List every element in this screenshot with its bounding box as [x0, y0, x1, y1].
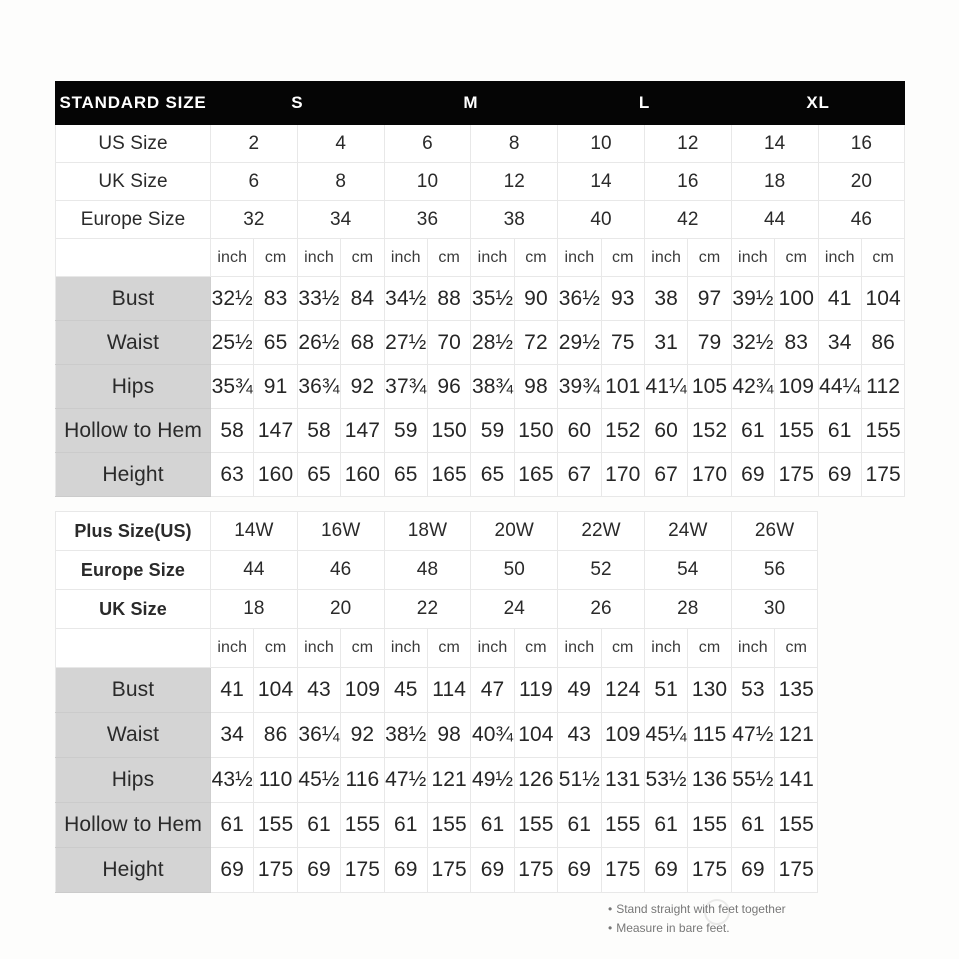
- unit-cell-8: cm: [514, 239, 557, 277]
- cell-plus-hips-3: 45½: [297, 758, 340, 803]
- cell-plus-waist-12: 115: [688, 713, 731, 758]
- cell-hips-8: 98: [514, 365, 557, 409]
- cell-plus-hollow-4: 155: [341, 803, 384, 848]
- table-row-plus-bust: [56, 668, 818, 713]
- unit-cell-6: cm: [427, 239, 470, 277]
- cell-europe-size-8: 46: [818, 201, 905, 239]
- cell-plus-hips-4: 116: [341, 758, 384, 803]
- plus-unit-cell-2: cm: [254, 629, 297, 668]
- cell-hips-16: 112: [861, 365, 904, 409]
- cell-plus-hollow-5: 61: [384, 803, 427, 848]
- cell-plus-hollow-8: 155: [514, 803, 557, 848]
- cell-hips-13: 42¾: [731, 365, 774, 409]
- table-row-plus-hollow-to-hem: [56, 803, 818, 848]
- cell-plus-hips-14: 141: [775, 758, 818, 803]
- cell-uk-size-1: 6: [211, 163, 298, 201]
- cell-bust-13: 39½: [731, 277, 774, 321]
- standard-table-body: [56, 82, 905, 497]
- note-stand-straight: • Stand straight with feet together: [608, 900, 786, 919]
- cell-bust-15: 41: [818, 277, 861, 321]
- cell-plus-size-6: 24W: [644, 512, 731, 551]
- cell-hollow-15: 61: [818, 409, 861, 453]
- cell-waist-9: 29½: [558, 321, 601, 365]
- cell-plus-height-8: 175: [514, 848, 557, 893]
- cell-hollow-3: 58: [297, 409, 340, 453]
- cell-hollow-16: 155: [861, 409, 904, 453]
- cell-plus-europe-1: 44: [211, 551, 298, 590]
- cell-plus-height-12: 175: [688, 848, 731, 893]
- cell-waist-7: 28½: [471, 321, 514, 365]
- cell-plus-size-3: 18W: [384, 512, 471, 551]
- cell-us-size-1: 2: [211, 125, 298, 163]
- cell-plus-europe-2: 46: [297, 551, 384, 590]
- cell-plus-uk-3: 22: [384, 590, 471, 629]
- table-row-plus-units: [56, 629, 818, 668]
- cell-plus-height-1: 69: [211, 848, 254, 893]
- standard-size-table: [55, 81, 905, 497]
- cell-hips-15: 44¼: [818, 365, 861, 409]
- cell-plus-waist-7: 40¾: [471, 713, 514, 758]
- cell-hollow-7: 59: [471, 409, 514, 453]
- cell-uk-size-8: 20: [818, 163, 905, 201]
- cell-europe-size-6: 42: [644, 201, 731, 239]
- table-row-waist: [56, 321, 905, 365]
- cell-height-1: 63: [211, 453, 254, 497]
- cell-plus-bust-6: 114: [427, 668, 470, 713]
- cell-height-2: 160: [254, 453, 297, 497]
- cell-hips-9: 39¾: [558, 365, 601, 409]
- unit-cell-12: cm: [688, 239, 731, 277]
- cell-height-13: 69: [731, 453, 774, 497]
- cell-plus-bust-14: 135: [775, 668, 818, 713]
- plus-unit-cell-14: cm: [775, 629, 818, 668]
- measurement-notes: [608, 900, 786, 937]
- cell-plus-uk-4: 24: [471, 590, 558, 629]
- cell-bust-14: 100: [775, 277, 818, 321]
- row-label-plus-hips: Hips: [56, 758, 211, 803]
- cell-hollow-12: 152: [688, 409, 731, 453]
- plus-unit-cell-10: cm: [601, 629, 644, 668]
- cell-plus-waist-13: 47½: [731, 713, 774, 758]
- cell-plus-waist-2: 86: [254, 713, 297, 758]
- cell-uk-size-7: 18: [731, 163, 818, 201]
- cell-plus-height-10: 175: [601, 848, 644, 893]
- cell-hollow-13: 61: [731, 409, 774, 453]
- cell-bust-5: 34½: [384, 277, 427, 321]
- table-row-europe-size: [56, 201, 905, 239]
- table-row-us-size: [56, 125, 905, 163]
- cell-europe-size-4: 38: [471, 201, 558, 239]
- cell-europe-size-5: 40: [558, 201, 645, 239]
- cell-plus-waist-5: 38½: [384, 713, 427, 758]
- cell-plus-bust-1: 41: [211, 668, 254, 713]
- unit-cell-16: cm: [861, 239, 904, 277]
- cell-bust-6: 88: [427, 277, 470, 321]
- cell-plus-waist-9: 43: [558, 713, 601, 758]
- unit-cell-13: inch: [731, 239, 774, 277]
- table-row-plus-size-us: [56, 512, 818, 551]
- cell-plus-bust-8: 119: [514, 668, 557, 713]
- cell-us-size-7: 14: [731, 125, 818, 163]
- cell-plus-height-4: 175: [341, 848, 384, 893]
- cell-bust-10: 93: [601, 277, 644, 321]
- plus-unit-cell-11: inch: [644, 629, 687, 668]
- table-row-plus-uk-size: [56, 590, 818, 629]
- cell-plus-uk-7: 30: [731, 590, 818, 629]
- table-row-plus-height: [56, 848, 818, 893]
- cell-plus-bust-5: 45: [384, 668, 427, 713]
- cell-plus-hips-8: 126: [514, 758, 557, 803]
- cell-plus-waist-6: 98: [427, 713, 470, 758]
- size-group-xl: XL: [731, 82, 905, 125]
- unit-cell-2: cm: [254, 239, 297, 277]
- cell-hollow-5: 59: [384, 409, 427, 453]
- cell-uk-size-4: 12: [471, 163, 558, 201]
- row-label-hips: Hips: [56, 365, 211, 409]
- cell-height-6: 165: [427, 453, 470, 497]
- size-group-l: L: [558, 82, 732, 125]
- cell-bust-3: 33½: [297, 277, 340, 321]
- cell-hollow-11: 60: [644, 409, 687, 453]
- table-row-hips: [56, 365, 905, 409]
- cell-bust-1: 32½: [211, 277, 254, 321]
- cell-height-7: 65: [471, 453, 514, 497]
- cell-europe-size-3: 36: [384, 201, 471, 239]
- row-label-plus-bust: Bust: [56, 668, 211, 713]
- standard-size-table-container: [55, 81, 904, 497]
- cell-plus-hips-13: 55½: [731, 758, 774, 803]
- cell-plus-bust-11: 51: [644, 668, 687, 713]
- cell-plus-hollow-7: 61: [471, 803, 514, 848]
- cell-hips-7: 38¾: [471, 365, 514, 409]
- cell-plus-height-2: 175: [254, 848, 297, 893]
- plus-unit-cell-3: inch: [297, 629, 340, 668]
- plus-unit-cell-13: inch: [731, 629, 774, 668]
- row-label-bust: Bust: [56, 277, 211, 321]
- cell-plus-hips-1: 43½: [211, 758, 254, 803]
- cell-plus-hips-9: 51½: [558, 758, 601, 803]
- cell-height-16: 175: [861, 453, 904, 497]
- cell-plus-bust-10: 124: [601, 668, 644, 713]
- row-label-plus-size-us: Plus Size(US): [56, 512, 211, 551]
- cell-waist-16: 86: [861, 321, 904, 365]
- cell-plus-europe-4: 50: [471, 551, 558, 590]
- cell-plus-height-3: 69: [297, 848, 340, 893]
- cell-plus-height-9: 69: [558, 848, 601, 893]
- cell-hips-6: 96: [427, 365, 470, 409]
- table-row-bust: [56, 277, 905, 321]
- plus-unit-cell-5: inch: [384, 629, 427, 668]
- cell-hollow-8: 150: [514, 409, 557, 453]
- cell-plus-europe-3: 48: [384, 551, 471, 590]
- plus-unit-cell-1: inch: [211, 629, 254, 668]
- cell-hips-2: 91: [254, 365, 297, 409]
- cell-waist-14: 83: [775, 321, 818, 365]
- cell-hips-1: 35¾: [211, 365, 254, 409]
- cell-uk-size-5: 14: [558, 163, 645, 201]
- cell-plus-waist-8: 104: [514, 713, 557, 758]
- table-row-units: [56, 239, 905, 277]
- cell-waist-2: 65: [254, 321, 297, 365]
- cell-hollow-9: 60: [558, 409, 601, 453]
- cell-bust-7: 35½: [471, 277, 514, 321]
- standard-size-header-band: [56, 82, 905, 125]
- table-row-height: [56, 453, 905, 497]
- cell-plus-height-11: 69: [644, 848, 687, 893]
- cell-plus-waist-11: 45¼: [644, 713, 687, 758]
- unit-cell-4: cm: [341, 239, 384, 277]
- row-label-hollow-to-hem: Hollow to Hem: [56, 409, 211, 453]
- cell-plus-bust-7: 47: [471, 668, 514, 713]
- cell-bust-9: 36½: [558, 277, 601, 321]
- cell-plus-hollow-14: 155: [775, 803, 818, 848]
- cell-plus-height-13: 69: [731, 848, 774, 893]
- cell-europe-size-2: 34: [297, 201, 384, 239]
- plus-unit-cell-4: cm: [341, 629, 384, 668]
- table-row-plus-hips: [56, 758, 818, 803]
- cell-plus-hips-5: 47½: [384, 758, 427, 803]
- cell-height-8: 165: [514, 453, 557, 497]
- cell-plus-hollow-13: 61: [731, 803, 774, 848]
- cell-waist-13: 32½: [731, 321, 774, 365]
- cell-height-14: 175: [775, 453, 818, 497]
- table-row-hollow-to-hem: [56, 409, 905, 453]
- cell-plus-height-14: 175: [775, 848, 818, 893]
- table-row-plus-europe-size: [56, 551, 818, 590]
- cell-plus-bust-4: 109: [341, 668, 384, 713]
- cell-bust-12: 97: [688, 277, 731, 321]
- table-row-uk-size: [56, 163, 905, 201]
- cell-plus-waist-10: 109: [601, 713, 644, 758]
- cell-us-size-2: 4: [297, 125, 384, 163]
- cell-europe-size-1: 32: [211, 201, 298, 239]
- cell-waist-15: 34: [818, 321, 861, 365]
- cell-plus-size-1: 14W: [211, 512, 298, 551]
- row-label-plus-europe-size: Europe Size: [56, 551, 211, 590]
- cell-hips-5: 37¾: [384, 365, 427, 409]
- cell-waist-3: 26½: [297, 321, 340, 365]
- cell-hips-11: 41¼: [644, 365, 687, 409]
- cell-bust-2: 83: [254, 277, 297, 321]
- cell-plus-waist-3: 36¼: [297, 713, 340, 758]
- row-label-plus-height: Height: [56, 848, 211, 893]
- cell-plus-bust-13: 53: [731, 668, 774, 713]
- cell-plus-size-4: 20W: [471, 512, 558, 551]
- cell-plus-hollow-9: 61: [558, 803, 601, 848]
- cell-hips-3: 36¾: [297, 365, 340, 409]
- unit-cell-3: inch: [297, 239, 340, 277]
- cell-plus-bust-3: 43: [297, 668, 340, 713]
- cell-plus-bust-2: 104: [254, 668, 297, 713]
- cell-plus-hips-11: 53½: [644, 758, 687, 803]
- cell-plus-uk-5: 26: [558, 590, 645, 629]
- cell-hips-12: 105: [688, 365, 731, 409]
- cell-plus-hollow-11: 61: [644, 803, 687, 848]
- cell-bust-8: 90: [514, 277, 557, 321]
- cell-plus-europe-7: 56: [731, 551, 818, 590]
- cell-waist-6: 70: [427, 321, 470, 365]
- cell-plus-hollow-6: 155: [427, 803, 470, 848]
- cell-hips-14: 109: [775, 365, 818, 409]
- cell-plus-waist-1: 34: [211, 713, 254, 758]
- size-group-m: M: [384, 82, 558, 125]
- row-label-plus-units-blank: [56, 629, 211, 668]
- row-label-height: Height: [56, 453, 211, 497]
- cell-plus-europe-6: 54: [644, 551, 731, 590]
- cell-plus-hips-7: 49½: [471, 758, 514, 803]
- note-bare-feet: • Measure in bare feet.: [608, 919, 786, 938]
- cell-uk-size-2: 8: [297, 163, 384, 201]
- row-label-waist: Waist: [56, 321, 211, 365]
- cell-bust-4: 84: [341, 277, 384, 321]
- cell-hollow-6: 150: [427, 409, 470, 453]
- plus-unit-cell-7: inch: [471, 629, 514, 668]
- cell-height-11: 67: [644, 453, 687, 497]
- cell-waist-5: 27½: [384, 321, 427, 365]
- cell-plus-bust-9: 49: [558, 668, 601, 713]
- cell-hollow-4: 147: [341, 409, 384, 453]
- cell-plus-uk-6: 28: [644, 590, 731, 629]
- cell-height-10: 170: [601, 453, 644, 497]
- cell-plus-size-7: 26W: [731, 512, 818, 551]
- cell-waist-4: 68: [341, 321, 384, 365]
- unit-cell-9: inch: [558, 239, 601, 277]
- plus-size-table-container: [55, 511, 818, 893]
- cell-hips-10: 101: [601, 365, 644, 409]
- cell-bust-16: 104: [861, 277, 904, 321]
- unit-cell-15: inch: [818, 239, 861, 277]
- plus-table-body: [56, 512, 818, 893]
- row-label-plus-uk-size: UK Size: [56, 590, 211, 629]
- cell-plus-height-5: 69: [384, 848, 427, 893]
- row-label-us-size: US Size: [56, 125, 211, 163]
- cell-plus-bust-12: 130: [688, 668, 731, 713]
- cell-plus-hollow-2: 155: [254, 803, 297, 848]
- cell-plus-hollow-1: 61: [211, 803, 254, 848]
- cell-plus-hollow-3: 61: [297, 803, 340, 848]
- cell-plus-size-2: 16W: [297, 512, 384, 551]
- cell-waist-1: 25½: [211, 321, 254, 365]
- unit-cell-11: inch: [644, 239, 687, 277]
- cell-waist-12: 79: [688, 321, 731, 365]
- cell-us-size-3: 6: [384, 125, 471, 163]
- cell-hollow-10: 152: [601, 409, 644, 453]
- plus-unit-cell-8: cm: [514, 629, 557, 668]
- plus-size-table: [55, 511, 818, 893]
- cell-uk-size-3: 10: [384, 163, 471, 201]
- cell-plus-height-7: 69: [471, 848, 514, 893]
- cell-height-9: 67: [558, 453, 601, 497]
- cell-plus-waist-4: 92: [341, 713, 384, 758]
- cell-plus-hollow-12: 155: [688, 803, 731, 848]
- cell-plus-uk-1: 18: [211, 590, 298, 629]
- unit-cell-1: inch: [211, 239, 254, 277]
- unit-cell-10: cm: [601, 239, 644, 277]
- unit-cell-5: inch: [384, 239, 427, 277]
- cell-plus-uk-2: 20: [297, 590, 384, 629]
- cell-height-5: 65: [384, 453, 427, 497]
- plus-unit-cell-6: cm: [427, 629, 470, 668]
- row-label-units-blank: [56, 239, 211, 277]
- cell-us-size-8: 16: [818, 125, 905, 163]
- cell-height-3: 65: [297, 453, 340, 497]
- cell-us-size-6: 12: [644, 125, 731, 163]
- cell-us-size-5: 10: [558, 125, 645, 163]
- unit-cell-7: inch: [471, 239, 514, 277]
- cell-height-4: 160: [341, 453, 384, 497]
- size-group-s: S: [211, 82, 385, 125]
- cell-europe-size-7: 44: [731, 201, 818, 239]
- cell-hips-4: 92: [341, 365, 384, 409]
- cell-bust-11: 38: [644, 277, 687, 321]
- cell-hollow-14: 155: [775, 409, 818, 453]
- plus-unit-cell-12: cm: [688, 629, 731, 668]
- cell-plus-hollow-10: 155: [601, 803, 644, 848]
- cell-plus-hips-12: 136: [688, 758, 731, 803]
- cell-plus-europe-5: 52: [558, 551, 645, 590]
- cell-plus-waist-14: 121: [775, 713, 818, 758]
- cell-waist-8: 72: [514, 321, 557, 365]
- cell-hollow-2: 147: [254, 409, 297, 453]
- cell-plus-height-6: 175: [427, 848, 470, 893]
- cell-plus-hips-2: 110: [254, 758, 297, 803]
- cell-height-12: 170: [688, 453, 731, 497]
- plus-unit-cell-9: inch: [558, 629, 601, 668]
- table-row-plus-waist: [56, 713, 818, 758]
- cell-hollow-1: 58: [211, 409, 254, 453]
- cell-plus-hips-10: 131: [601, 758, 644, 803]
- row-label-plus-waist: Waist: [56, 713, 211, 758]
- cell-waist-10: 75: [601, 321, 644, 365]
- cell-height-15: 69: [818, 453, 861, 497]
- cell-waist-11: 31: [644, 321, 687, 365]
- cell-uk-size-6: 16: [644, 163, 731, 201]
- row-label-europe-size: Europe Size: [56, 201, 211, 239]
- unit-cell-14: cm: [775, 239, 818, 277]
- cell-us-size-4: 8: [471, 125, 558, 163]
- standard-size-title: STANDARD SIZE: [56, 82, 211, 125]
- cell-plus-hips-6: 121: [427, 758, 470, 803]
- row-label-uk-size: UK Size: [56, 163, 211, 201]
- row-label-plus-hollow-to-hem: Hollow to Hem: [56, 803, 211, 848]
- cell-plus-size-5: 22W: [558, 512, 645, 551]
